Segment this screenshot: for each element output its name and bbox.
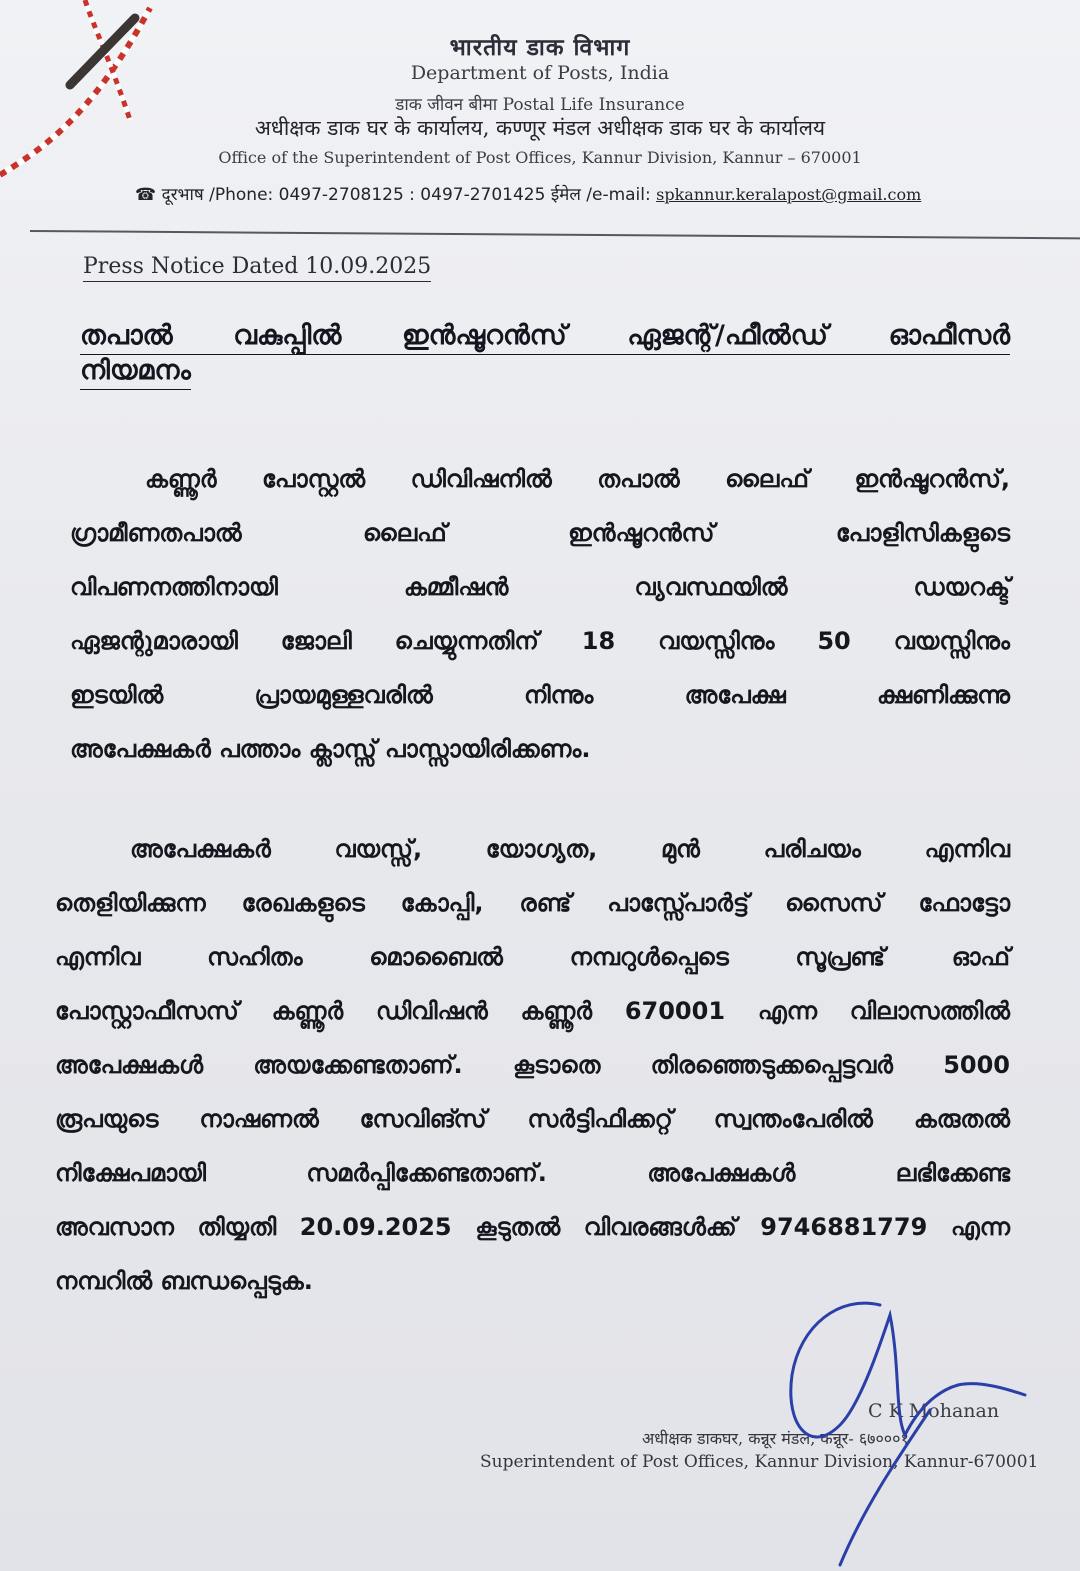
- hindi-department-heading: भारतीय डाक विभाग: [449, 34, 631, 61]
- office-english-heading: Office of the Superintendent of Post Offices, Kannur Division, Kannur – 670001: [218, 148, 862, 167]
- office-hindi-heading: अधीक्षक डाक घर के कार्यालय, कण्णूर मंडल अधीक्षक डाक घर के कार्यालय: [254, 116, 826, 140]
- pli-heading: डाक जीवन बीमा Postal Life Insurance: [395, 95, 685, 115]
- signatory-hindi-designation: अधीक्षक डाकघर, कन्नूर मंडल, कन्नूर- ६७०००१: [642, 1429, 909, 1448]
- paragraph-line: അപേക്ഷകർ പത്താം ക്ലാസ്സ് പാസ്സായിരിക്കണം.: [70, 735, 591, 763]
- phone-label: ☎ दूरभाष /Phone: 0497-2708125 : 0497-2701425 ईमेल /e-mail:: [135, 185, 657, 205]
- press-notice-date: Press Notice Dated 10.09.2025: [83, 254, 431, 282]
- signatory-english-designation: Superintendent of Post Offices, Kannur Division, Kannur-670001: [480, 1452, 1039, 1472]
- paragraph-line: ഏജന്റുമാരായി ജോലി ചെയ്യുന്നതിന് 18 വയസ്സിനും 50 വയസ്സിനും: [70, 627, 1010, 655]
- notice-paragraph-1: [70, 452, 1010, 776]
- paragraph-line: എന്നിവ സഹിതം മൊബൈൽ നമ്പറുൾപ്പെടെ സൂപ്രണ്ട് ഓഫ്: [55, 943, 1010, 971]
- paragraph-line: ഇടയിൽ പ്രായമുള്ളവരിൽ നിന്നും അപേക്ഷ ക്ഷണിക്കുന്നു: [70, 681, 1010, 709]
- paragraph-line: നമ്പറിൽ ബന്ധപ്പെടുക.: [55, 1267, 313, 1295]
- email-link[interactable]: spkannur.keralapost@gmail.com: [656, 185, 922, 204]
- header-divider: [30, 230, 1080, 239]
- paragraph-line: രൂപയുടെ നാഷണൽ സേവിങ്സ് സർട്ടിഫിക്കറ്റ് സ്വന്തംപേരിൽ കരുതൽ: [55, 1105, 1010, 1133]
- paragraph-line: വിപണനത്തിനായി കമ്മീഷൻ വ്യവസ്ഥയിൽ ഡയറക്ട്: [70, 573, 1010, 601]
- english-department-heading: Department of Posts, India: [410, 62, 670, 84]
- paragraph-line: ഗ്രാമീണതപാൽ ലൈഫ് ഇൻഷൂറൻസ് പോളിസികളുടെ: [70, 519, 1010, 547]
- paragraph-line: അപേക്ഷകൾ അയക്കേണ്ടതാണ്. കൂടാതെ തിരഞ്ഞെടുക്കപ്പെട്ടവർ 5000: [55, 1051, 1010, 1079]
- handwritten-signature: [780, 1285, 1040, 1571]
- notice-title-line1: തപാൽ വകുപ്പിൽ ഇൻഷൂറൻസ് ഏജന്റ്/ഫീൽഡ് ഓഫീസർ: [80, 320, 1010, 355]
- paragraph-line: നിക്ഷേപമായി സമർപ്പിക്കേണ്ടതാണ്. അപേക്ഷകൾ ലഭിക്കേണ്ട: [55, 1159, 1010, 1187]
- contact-line: [135, 182, 921, 205]
- signatory-name: C K Mohanan: [868, 1400, 1000, 1422]
- paragraph-line: തെളിയിക്കുന്ന രേഖകളുടെ കോപ്പി, രണ്ട് പാസ്സ്പോർട്ട് സൈസ് ഫോട്ടോ: [55, 889, 1010, 917]
- notice-title-line2: നിയമനം: [80, 355, 191, 390]
- paragraph-line: പോസ്റ്റാഫീസസ് കണ്ണൂർ ഡിവിഷൻ കണ്ണൂർ 670001 എന്ന വിലാസത്തിൽ: [55, 997, 1010, 1025]
- paragraph-line: കണ്ണൂർ പോസ്റ്റൽ ഡിവിഷനിൽ തപാൽ ലൈഫ് ഇൻഷൂറൻസ്,: [145, 465, 1010, 493]
- paragraph-line: അവസാന തിയ്യതി 20.09.2025 കൂടുതൽ വിവരങ്ങൾക്ക് 9746881779 എന്ന: [55, 1213, 1010, 1241]
- notice-paragraph-2: [55, 822, 1010, 1308]
- paragraph-line: അപേക്ഷകർ വയസ്സ്, യോഗ്യത, മുൻ പരിചയം എന്നിവ: [130, 835, 1010, 863]
